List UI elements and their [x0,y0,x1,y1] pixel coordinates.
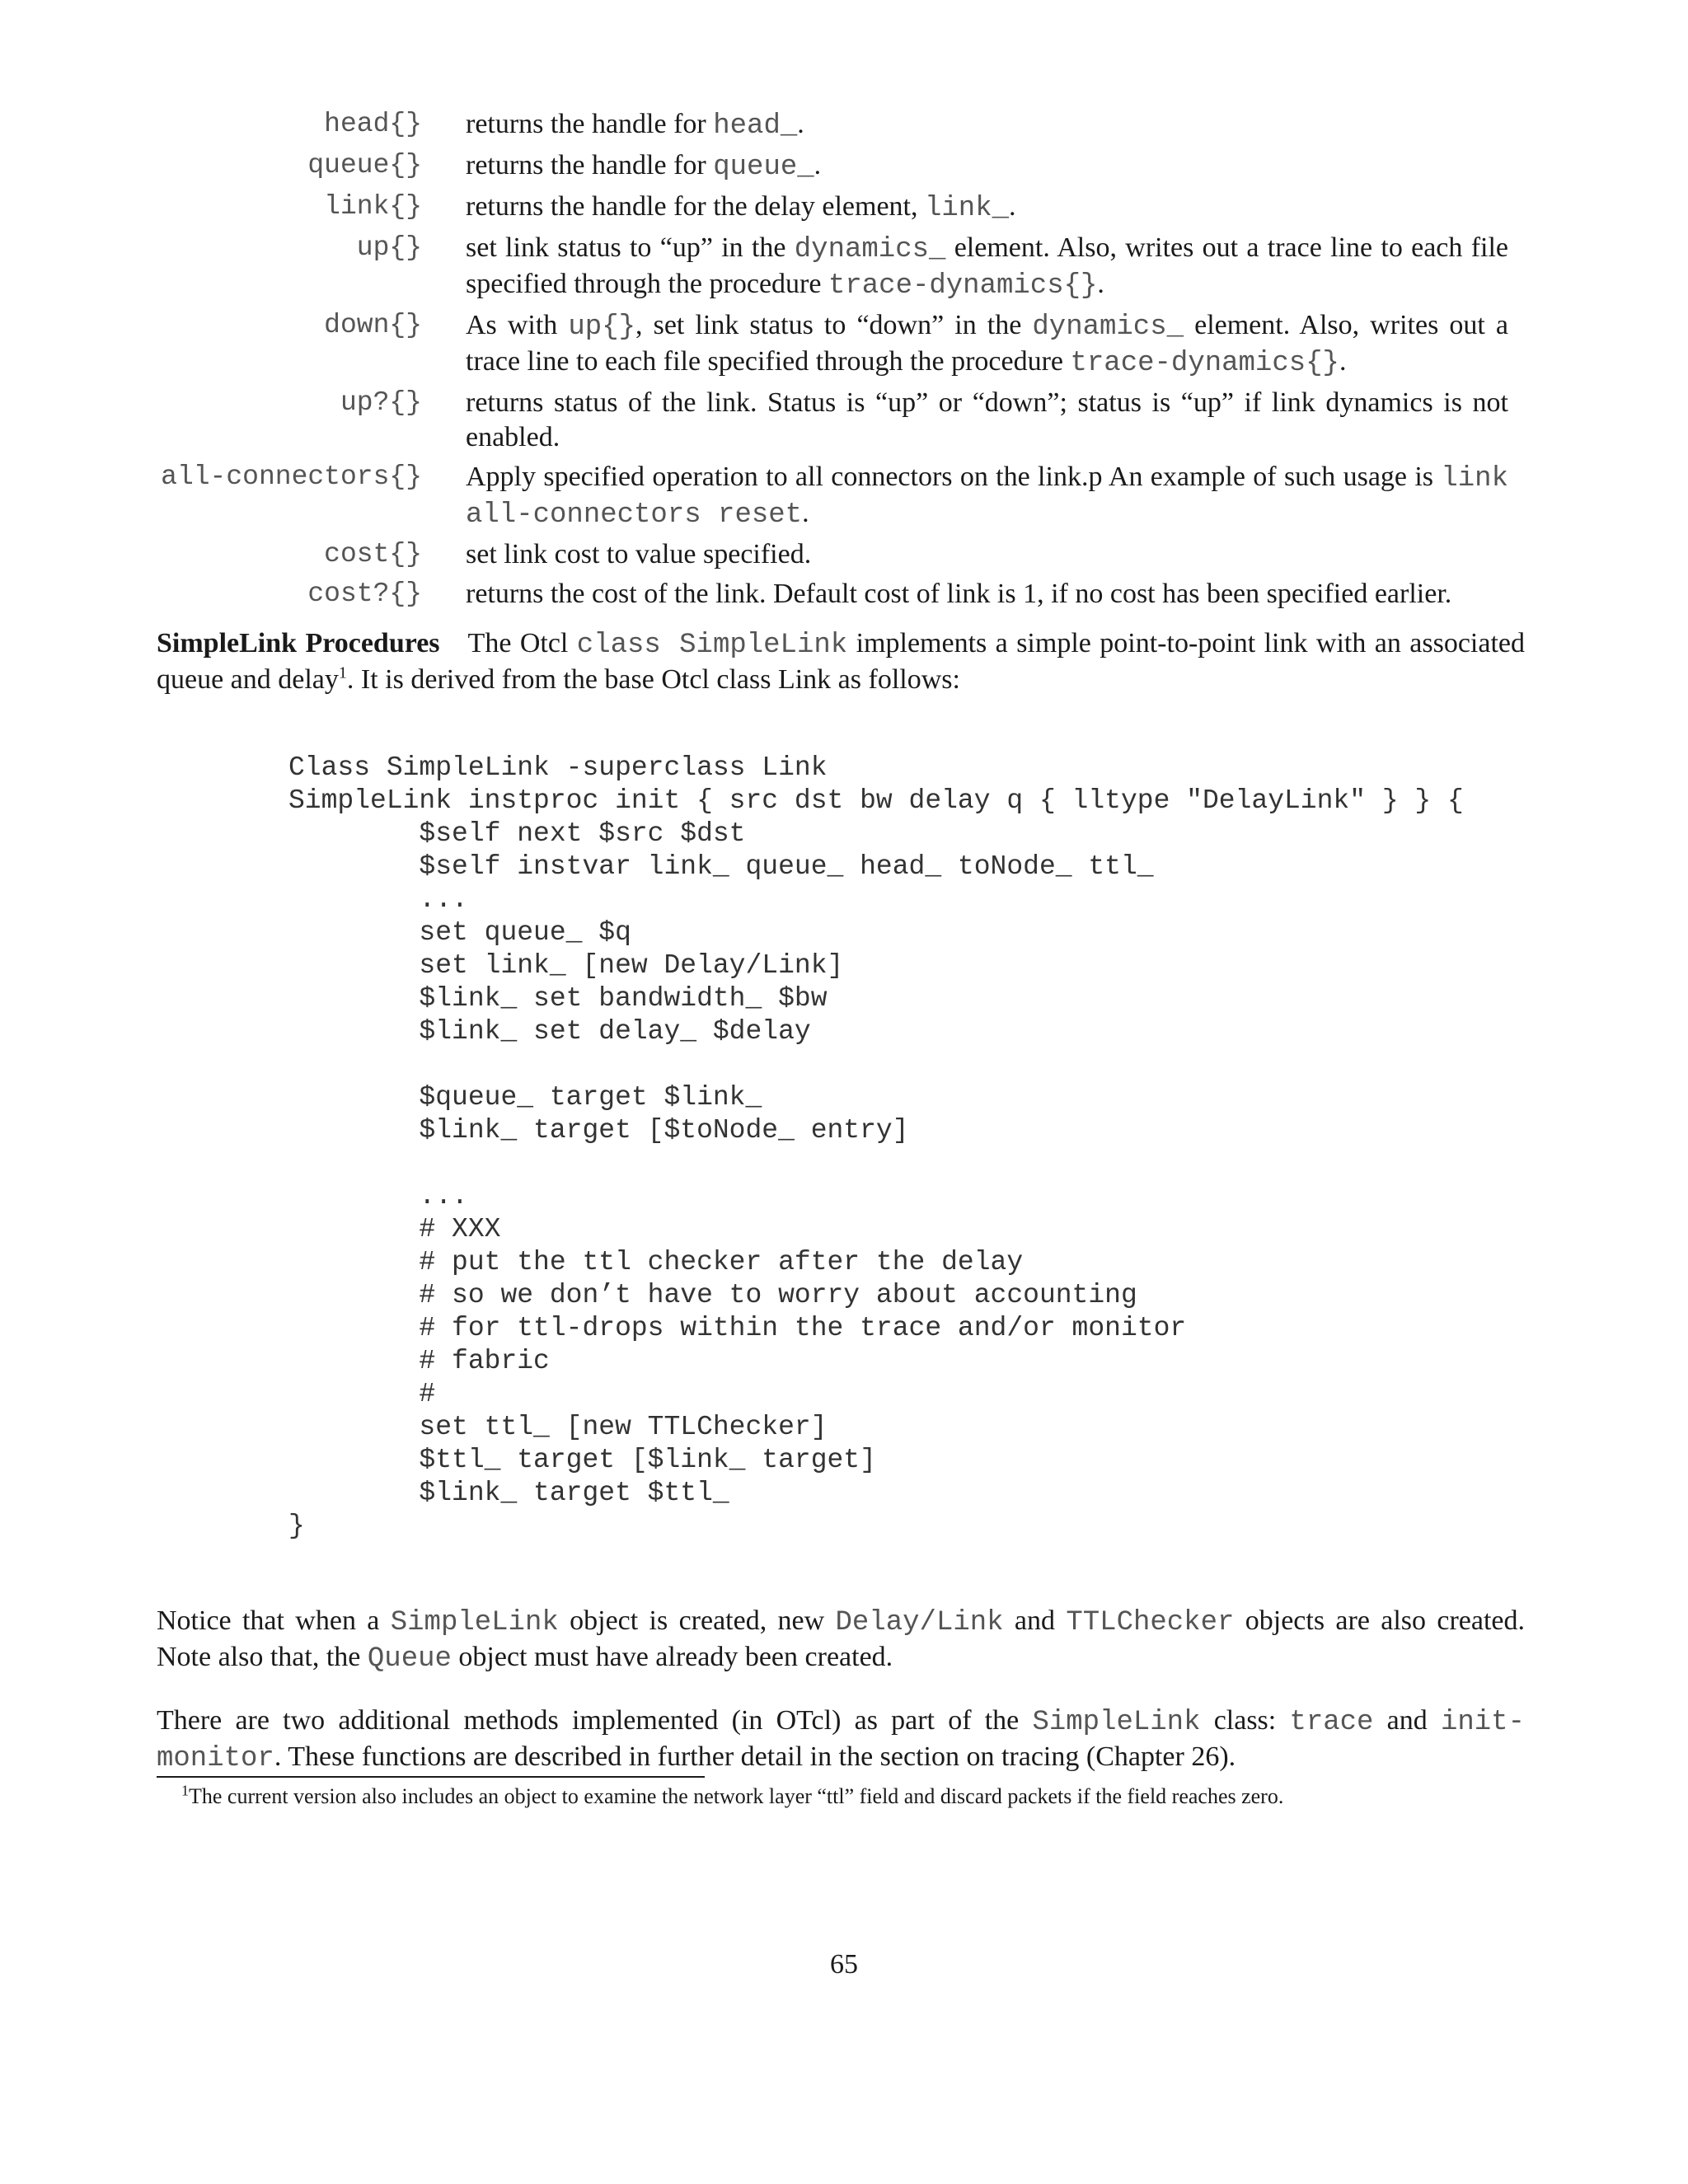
procedure-row [157,107,1525,143]
code-line [288,1048,1525,1081]
code-line: # [288,1379,436,1409]
text-run: Notice that when a [157,1605,391,1636]
inline-code: dynamics_ [1032,312,1184,343]
text-run: object must have already been created. [451,1642,893,1672]
procedure-name: cost{} [324,539,422,569]
simplelink-intro-paragraph [157,626,1525,697]
inline-code: link all-connectors reset [466,463,1508,531]
text-run: set link status to “up” in the [466,232,795,263]
procedure-name: cost?{} [307,579,422,609]
procedure-row [157,231,1525,303]
inline-code: Queue [367,1643,452,1675]
procedure-description [466,231,1508,303]
text-run: element. Also, writes out a trace line to each file specified through the procedure [466,232,1508,299]
procedure-row [157,190,1525,226]
text-run: implements a simple point-to-point link with an associated queue and delay [157,628,1526,695]
inline-code: up{} [568,312,636,343]
procedure-row [157,386,1525,455]
methods-paragraph [157,1704,1525,1776]
inline-code: class SimpleLink [576,630,848,661]
text-run: . [802,498,809,528]
procedure-description [466,577,1508,612]
code-line: Class SimpleLink -superclass Link [288,752,828,783]
procedure-row [157,537,1525,572]
code-line: # so we don’t have to worry about accounting [288,1280,1137,1310]
text-run: returns the handle for [466,109,714,139]
inline-code: SimpleLink [1032,1707,1201,1738]
procedure-description [466,107,1508,143]
procedure-description [466,148,1508,185]
text-run: , set link status to “down” in the [635,310,1033,340]
inline-code: Delay/Link [835,1607,1004,1638]
procedure-row [157,308,1525,381]
inline-code: head_ [713,110,798,142]
code-line: set ttl_ [new TTLChecker] [288,1412,828,1442]
procedure-row [157,577,1525,612]
text-run: objects are also created. Note also that, the [157,1605,1525,1672]
text-run: class: [1200,1705,1290,1736]
text-run: The Otcl [467,628,577,658]
procedure-name: queue{} [307,150,422,180]
procedure-description [466,460,1508,532]
text-run: . [1339,346,1347,377]
code-line: $self next $src $dst [288,818,746,849]
code-line [288,1147,1525,1180]
code-line: $link_ set delay_ $delay [288,1016,811,1047]
code-line: ... [288,1181,468,1212]
text-run: . [814,150,822,180]
code-line: # for ttl-drops within the trace and/or monitor [288,1313,1187,1343]
footnote-mark: 1 [181,1782,189,1799]
procedure-list [157,107,1525,616]
code-line: $queue_ target $link_ [288,1082,762,1113]
code-line: $link_ set bandwidth_ $bw [288,983,828,1014]
code-line: $link_ target [$toNode_ entry] [288,1115,909,1146]
text-run: . [1097,269,1104,299]
inline-code: link_ [925,193,1010,224]
footnote [181,1783,1525,1810]
text-run: object is created, new [558,1605,836,1636]
procedure-row [157,148,1525,185]
text-run: returns the cost of the link. Default cost of link is 1, if no cost has been specified earlier. [466,579,1452,609]
text-run: . These functions are described in further detail in the section on tracing (Chapter 26). [274,1741,1236,1772]
page-number: 65 [830,1949,858,1980]
procedure-description [466,308,1508,381]
procedure-name: head{} [324,109,422,139]
code-line: set link_ [new Delay/Link] [288,950,844,981]
text-run: returns status of the link. Status is “up” or “down”; status is “up” if link dynamics is not enabled. [466,387,1508,452]
code-line: # fabric [288,1346,550,1376]
notice-paragraph [157,1604,1525,1676]
code-line: $ttl_ target [$link_ target] [288,1445,876,1475]
text-run: Apply specified operation to all connectors on the link.p An example of such usage is [466,462,1442,492]
footnote-rule [157,1776,705,1778]
procedure-name: up{} [356,232,422,263]
inline-code: trace [1289,1707,1374,1738]
procedure-description [466,190,1508,226]
procedure-description [466,537,1508,572]
text-run: returns the handle for [466,150,714,180]
text-run: . [797,109,804,139]
code-line: } [288,1511,305,1541]
code-line: ... [288,884,468,915]
code-listing [288,752,1525,1543]
text-run: . [1009,191,1016,222]
footnote-text: The current version also includes an object to examine the network layer “ttl” field and discard packets if the field reaches zero. [189,1784,1284,1808]
text-run: and [1373,1705,1441,1736]
inline-code: init-monitor [157,1707,1525,1774]
code-line: set queue_ $q [288,917,631,948]
code-line: SimpleLink instproc init { src dst bw delay q { lltype "DelayLink" } } { [288,785,1464,816]
procedure-name: link{} [324,191,422,222]
text-run: and [1003,1605,1067,1636]
procedure-name: all-connectors{} [161,462,422,492]
procedure-name: up?{} [340,387,422,418]
inline-code: trace-dynamics{} [828,270,1098,302]
text-run: . It is derived from the base Otcl class Link as follows: [346,664,960,695]
code-line: $self instvar link_ queue_ head_ toNode_ ttl_ [288,851,1154,882]
section-title: SimpleLink Procedures [157,628,440,658]
inline-code: dynamics_ [794,234,946,265]
text-run: As with [466,310,569,340]
code-line: # XXX [288,1214,501,1244]
procedure-description [466,386,1508,455]
text-run: returns the handle for the delay element, [466,191,925,222]
inline-code: trace-dynamics{} [1070,348,1339,379]
procedure-name: down{} [324,310,422,340]
text-run: set link cost to value specified. [466,539,812,569]
code-line: $link_ target $ttl_ [288,1478,729,1508]
procedure-row [157,460,1525,532]
footnote-ref: 1 [338,663,347,682]
inline-code: SimpleLink [390,1607,559,1638]
inline-code: TTLChecker [1066,1607,1235,1638]
text-run: element. Also, writes out a trace line to each file specified through the procedure [466,310,1508,377]
inline-code: queue_ [713,152,814,183]
code-line: # put the ttl checker after the delay [288,1247,1024,1277]
text-run: There are two additional methods implemented (in OTcl) as part of the [157,1705,1033,1736]
